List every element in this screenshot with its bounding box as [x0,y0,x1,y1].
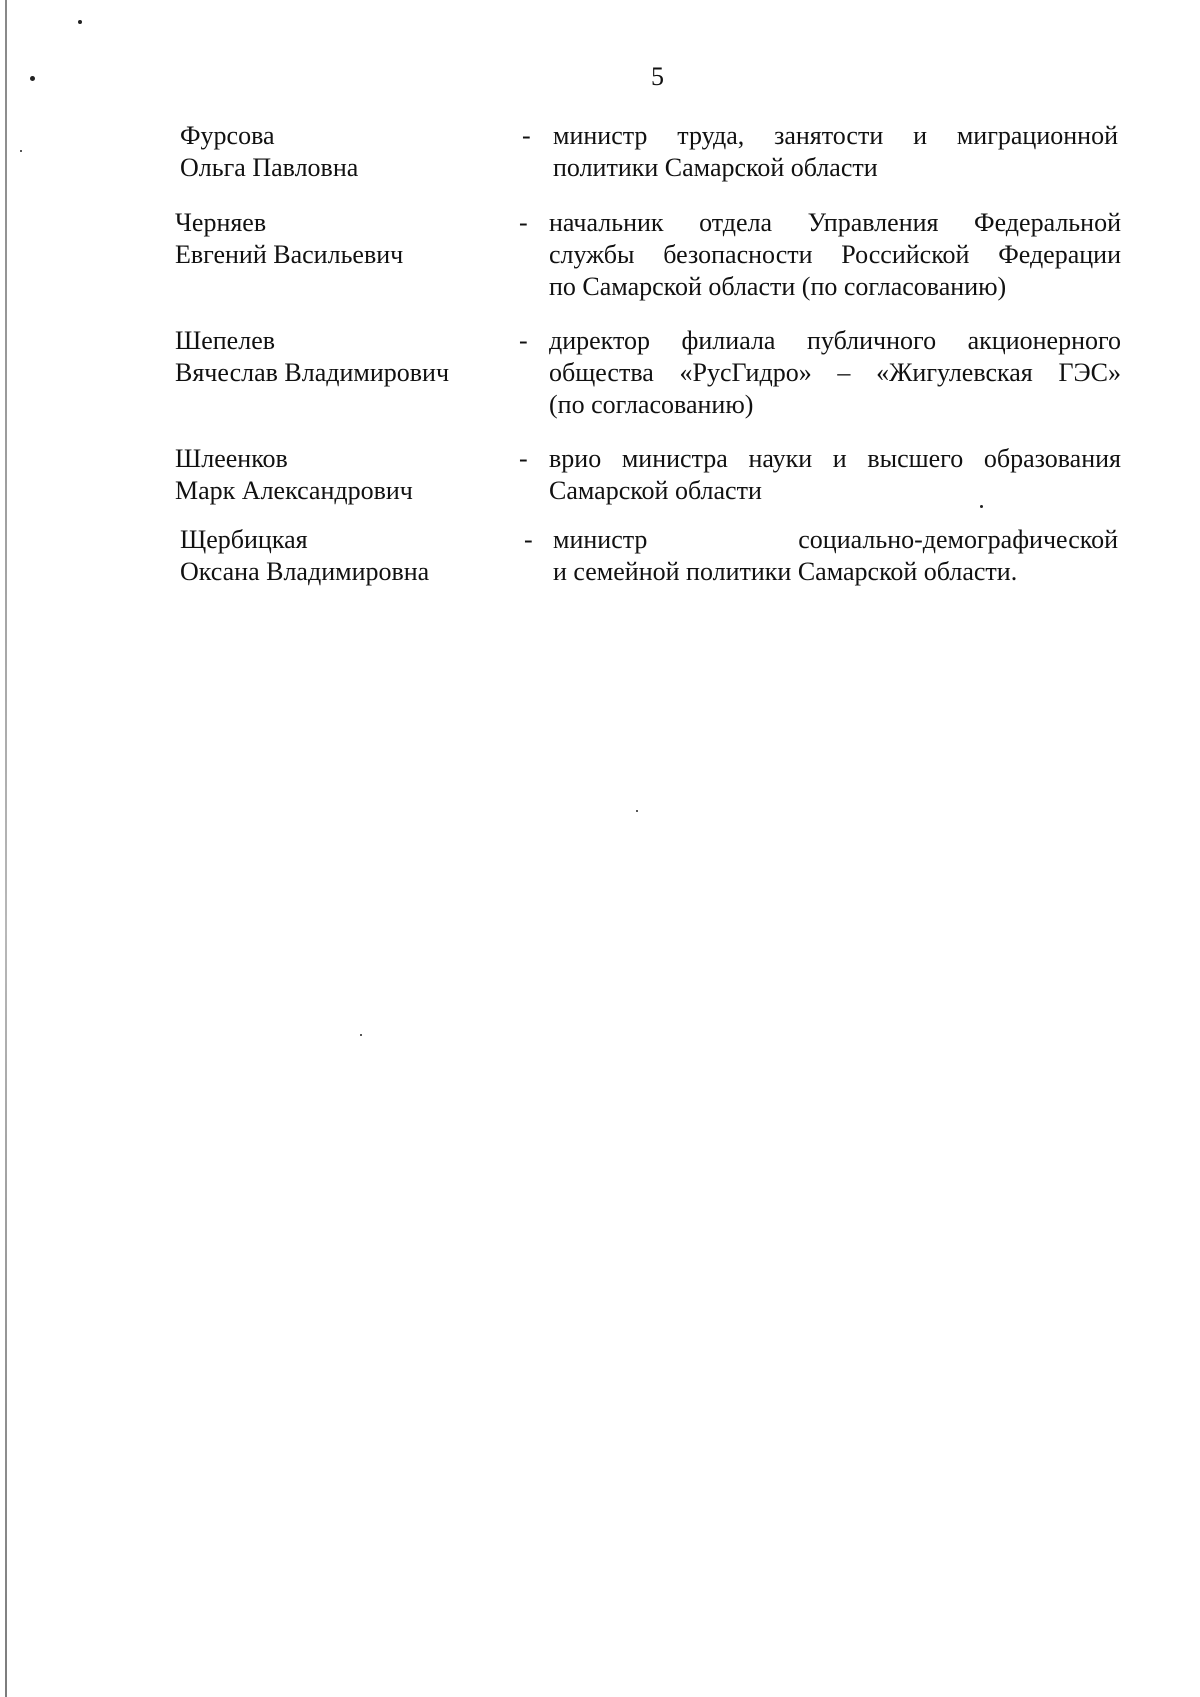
role-line: и семейной политики Самарской области. [553,557,1018,586]
scan-speck [360,1034,362,1036]
role-line: по Самарской области (по согласованию) [549,272,1007,301]
member-role [549,443,1121,507]
role-line: общества «РусГидро» – «Жигулевская ГЭС» [549,358,1121,387]
entry-dash: - [519,444,528,473]
role-line: министр труда, занятости и миграционной [553,121,1118,150]
entry-dash: - [519,208,528,237]
member-surname: Шлеенков [175,444,288,473]
entry-dash: - [522,121,531,150]
role-line: службы безопасности Российской Федерации [549,240,1121,269]
scan-binding-edge [5,0,7,1697]
entry-dash: - [519,326,528,355]
scan-speck [20,150,22,152]
entry-dash: - [524,525,533,554]
member-role [549,325,1121,421]
role-line: министр социально-демографической [553,525,1118,554]
member-surname: Щербицкая [180,525,308,554]
page-number: 5 [651,62,664,91]
member-role [553,120,1118,184]
scan-speck [78,20,82,24]
member-given-names: Оксана Владимировна [180,557,430,586]
member-surname: Черняев [175,208,267,237]
role-line: (по согласованию) [549,390,754,419]
role-line: директор филиала публичного акционерного [549,326,1121,355]
member-given-names: Вячеслав Владимирович [175,358,450,387]
member-role [549,207,1121,303]
role-line: врио министра науки и высшего образования [549,444,1121,473]
member-role [553,524,1118,588]
member-given-names: Марк Александрович [175,476,413,505]
role-line: политики Самарской области [553,153,878,182]
scan-speck [636,810,638,812]
member-surname: Шепелев [175,326,276,355]
member-given-names: Евгений Васильевич [175,240,404,269]
member-surname: Фурсова [180,121,275,150]
role-line: Самарской области [549,476,762,505]
member-given-names: Ольга Павловна [180,153,359,182]
role-line: начальник отдела Управления Федеральной [549,208,1121,237]
